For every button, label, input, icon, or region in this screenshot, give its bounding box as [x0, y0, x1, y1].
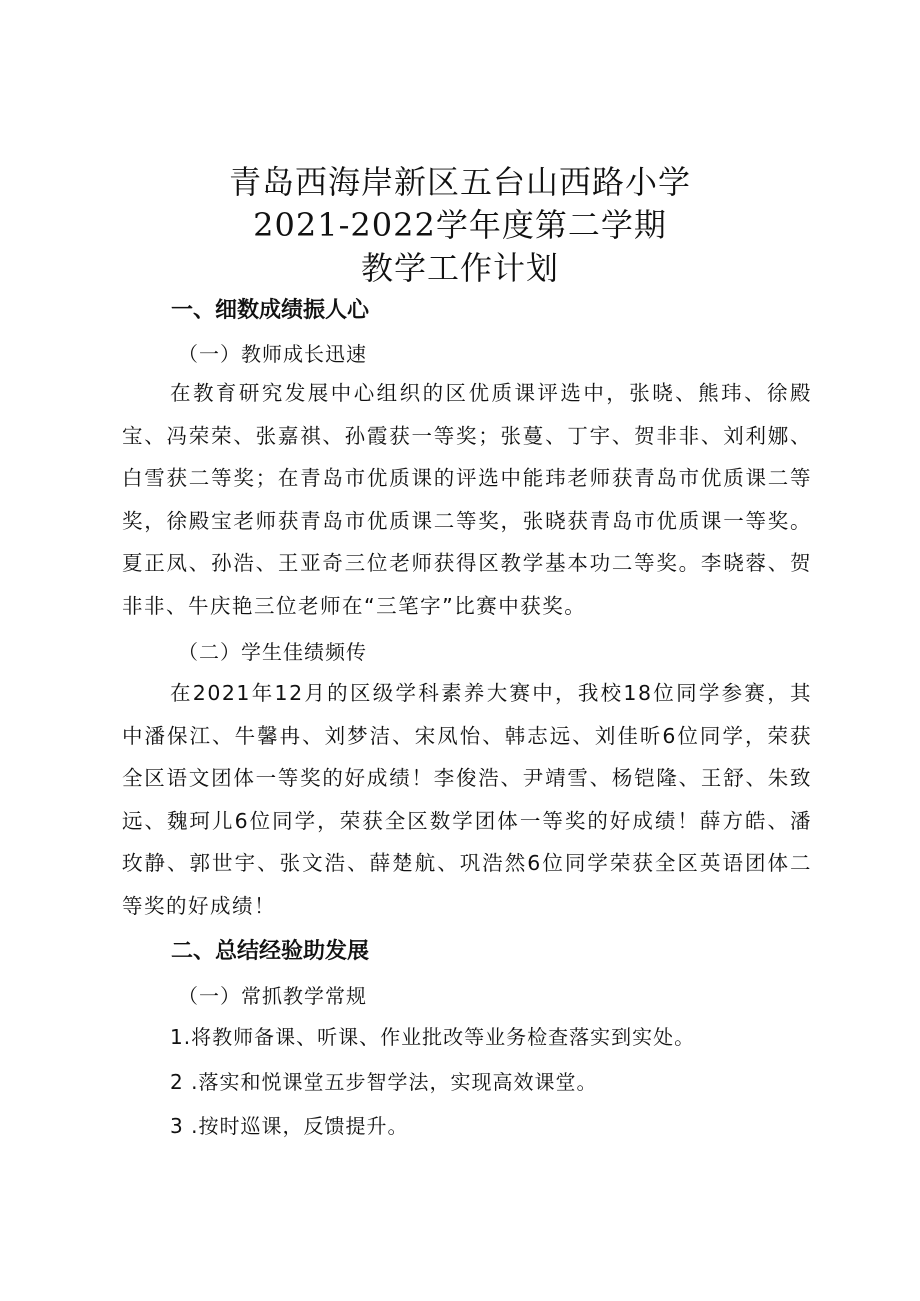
- section-1-1-heading: （一）教师成长迅速: [178, 342, 367, 366]
- section-1-2-paragraph: 在2021年12月的区级学科素养大赛中，我校18位同学参赛，其中潘保江、牛馨冉、刘梦洁、宋凤怡、韩志远、刘佳昕6位同学，荣获全区语文团体一等奖的好成绩！李俊浩、尹靖雪、杨铠隆、王舒、朱致远、魏珂儿6位同学，荣获全区数学团体一等奖的好成绩！薛方皓、潘玫静、郭世宇、张文浩、薛楚航、巩浩然6位同学荣获全区英语团体二等奖的好成绩！: [122, 681, 812, 918]
- section-1-2-heading: （二）学生佳绩频传: [178, 640, 367, 664]
- title-line-school: 青岛西海岸新区五台山西路小学: [228, 163, 691, 201]
- title-line-plan: 教学工作计划: [360, 249, 559, 287]
- list-item: 3 .按时巡课，反馈提升。: [170, 1114, 409, 1138]
- section-1-heading: 一、细数成绩振人心: [171, 298, 370, 323]
- section-2-1-heading: （一）常抓教学常规: [178, 984, 367, 1008]
- section-2-heading: 二、总结经验助发展: [171, 939, 370, 964]
- title-line-term: 2021-2022学年度第二学期: [253, 206, 667, 244]
- list-item: 2 .落实和悦课堂五步智学法，实现高效课堂。: [170, 1070, 598, 1094]
- list-item: 1.将教师备课、听课、作业批改等业务检查落实到实处。: [170, 1025, 696, 1049]
- section-1-1-paragraph: 在教育研究发展中心组织的区优质课评选中，张晓、熊玮、徐殿宝、冯荣荣、张嘉祺、孙霞获一等奖；张蔓、丁宇、贺非非、刘利娜、白雪获二等奖；在青岛市优质课的评选中能玮老师获青岛市优质课二等奖，徐殿宝老师获青岛市优质课二等奖，张晓获青岛市优质课一等奖。夏正凤、孙浩、王亚奇三位老师获得区教学基本功二等奖。李晓蓉、贺非非、牛庆艳三位老师在“三笔字”比赛中获奖。: [122, 381, 812, 618]
